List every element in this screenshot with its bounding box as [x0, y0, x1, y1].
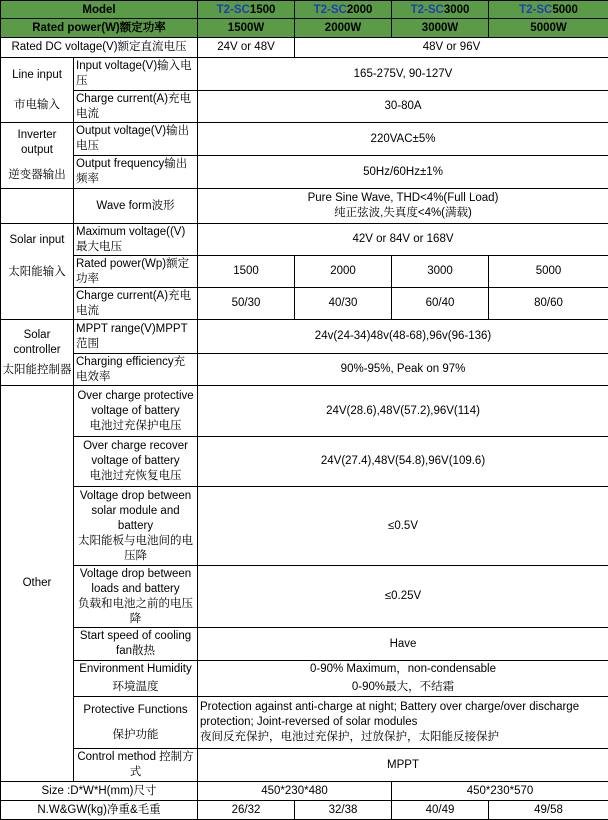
over-charge-protect-label [74, 386, 198, 437]
input-voltage-row [1, 58, 608, 91]
solar-charge-current-2000: 40/30 [295, 288, 392, 320]
input-voltage-value: 165-275V, 90-127V [198, 58, 608, 91]
over-charge-protect-label-cn: 电池过充保护电压 [75, 419, 196, 434]
over-charge-recover-label-cn: 电池过充恢复电压 [75, 469, 196, 484]
solar-charge-current-1500: 50/30 [198, 288, 295, 320]
power-2000: 2000W [295, 19, 392, 38]
rated-dc-value-2: 48V or 96V [295, 38, 608, 58]
model-5000 [489, 1, 608, 19]
inverter-en: Inverter output [2, 128, 72, 158]
cooling-fan-label: Start speed of cooling fan散热 [74, 628, 198, 661]
model-prefix: T2-SC [314, 4, 347, 16]
wave-form-value [198, 189, 608, 224]
mppt-range-label: MPPT range(V)MPPT范围 [74, 320, 198, 354]
charging-efficiency-value: 90%-95%, Peak on 97% [198, 354, 608, 386]
model-prefix: T2-SC [217, 4, 250, 16]
model-2000 [295, 1, 392, 19]
control-method-row [1, 749, 608, 782]
vdrop-solar-row [1, 487, 608, 566]
humidity-label-cn: 环境温度 [75, 680, 196, 695]
max-voltage-label: Maximum voltage((V)最大电压 [74, 224, 198, 256]
humidity-value-en: 0-90% Maximum，non-condensable [199, 662, 607, 677]
humidity-label-en: Environment Humidity [75, 662, 196, 677]
header-model-row [1, 1, 608, 19]
vdrop-load-row [1, 566, 608, 628]
weight-label: N.W&GW(kg)净重&毛重 [1, 801, 198, 820]
protective-functions-label [74, 697, 198, 749]
rated-dc-label: Rated DC voltage(V)额定直流电压 [1, 38, 198, 58]
power-1500: 1500W [198, 19, 295, 38]
charging-efficiency-row [1, 354, 608, 386]
inverter-group [1, 123, 74, 189]
model-label: Model [1, 1, 198, 19]
weight-row [1, 801, 608, 820]
over-charge-protect-row [1, 386, 608, 437]
solar-input-en: Solar input [2, 233, 72, 248]
over-charge-protect-value: 24V(28.6),48V(57.2),96V(114) [198, 386, 608, 437]
model-num: 5000 [552, 4, 578, 16]
rated-dc-row [1, 38, 608, 58]
mppt-range-row [1, 320, 608, 354]
solar-rated-power-2000: 2000 [295, 256, 392, 288]
other-group: Other [1, 386, 74, 782]
solar-charge-current-label: Charge current(A)充电电流 [74, 288, 198, 320]
size-row [1, 782, 608, 801]
weight-3000: 40/49 [392, 801, 489, 820]
wave-form-value-en: Pure Sine Wave, THD<4%(Full Load) [199, 191, 607, 206]
wave-form-value-cn: 纯正弦波,失真度<4%(满载) [199, 206, 607, 221]
line-input-en: Line input [2, 68, 72, 83]
output-frequency-label: Output frequency输出频率 [74, 156, 198, 189]
weight-5000: 49/58 [489, 801, 608, 820]
inverter-cn: 逆变器输出 [2, 168, 72, 183]
model-prefix: T2-SC [519, 4, 552, 16]
cooling-fan-value: Have [198, 628, 608, 661]
size-value-1: 450*230*480 [198, 782, 392, 801]
size-value-2: 450*230*570 [392, 782, 608, 801]
protective-functions-label-en: Protective Functions [75, 703, 196, 718]
solar-controller-en: Solar controller [2, 328, 72, 358]
header-power-row [1, 19, 608, 38]
output-frequency-row [1, 156, 608, 189]
max-voltage-value: 42V or 84V or 168V [198, 224, 608, 256]
solar-input-group [1, 224, 74, 320]
protective-functions-value-cn: 夜间反充保护，电池过充保护，过放保护，太阳能反接保护 [200, 730, 607, 745]
over-charge-recover-label [74, 437, 198, 487]
vdrop-load-label-en: Voltage drop between loads and battery [75, 567, 196, 597]
over-charge-protect-label-en: Over charge protective voltage of battery [75, 389, 196, 419]
solar-rated-power-3000: 3000 [392, 256, 489, 288]
model-prefix: T2-SC [411, 4, 444, 16]
humidity-row [1, 661, 608, 697]
line-charge-current-value: 30-80A [198, 91, 608, 123]
model-3000 [392, 1, 489, 19]
solar-rated-power-row [1, 256, 608, 288]
max-voltage-row [1, 224, 608, 256]
wave-form-label: Wave form波形 [74, 189, 198, 224]
vdrop-solar-value: ≤0.5V [198, 487, 608, 566]
over-charge-recover-value: 24V(27.4),48V(54.8),96V(109.6) [198, 437, 608, 487]
output-voltage-label: Output voltage(V)输出电压 [74, 123, 198, 156]
weight-1500: 26/32 [198, 801, 295, 820]
protective-functions-row [1, 697, 608, 749]
solar-charge-current-3000: 60/40 [392, 288, 489, 320]
rated-dc-value-1: 24V or 48V [198, 38, 295, 58]
weight-2000: 32/38 [295, 801, 392, 820]
protective-functions-value [198, 697, 608, 749]
humidity-label [74, 661, 198, 697]
output-voltage-row [1, 123, 608, 156]
solar-controller-cn: 太阳能控制器 [2, 363, 72, 378]
control-method-value: MPPT [198, 749, 608, 782]
humidity-value-cn: 0-90%最大，不结霜 [199, 680, 607, 695]
input-voltage-label: Input voltage(V)输入电压 [74, 58, 198, 91]
vdrop-load-value: ≤0.25V [198, 566, 608, 628]
solar-input-cn: 太阳能输入 [2, 265, 72, 280]
power-3000: 3000W [392, 19, 489, 38]
vdrop-load-label-cn: 负载和电池之前的电压降 [75, 597, 196, 627]
protective-functions-label-cn: 保护功能 [75, 728, 196, 743]
line-input-cn: 市电输入 [2, 98, 72, 113]
solar-rated-power-1500: 1500 [198, 256, 295, 288]
control-method-label: Control method 控制方式 [74, 749, 198, 782]
line-charge-current-row [1, 91, 608, 123]
mppt-range-value: 24v(24-34)48v(48-68),96v(96-136) [198, 320, 608, 354]
charging-efficiency-label: Charging efficiency充电效率 [74, 354, 198, 386]
solar-rated-power-label: Rated power(Wp)额定功率 [74, 256, 198, 288]
vdrop-solar-label-en: Voltage drop between solar module and battery [75, 489, 196, 534]
line-input-group [1, 58, 74, 123]
empty-cell [1, 189, 74, 224]
solar-rated-power-5000: 5000 [489, 256, 608, 288]
vdrop-load-label [74, 566, 198, 628]
humidity-value [198, 661, 608, 697]
solar-charge-current-5000: 80/60 [489, 288, 608, 320]
cooling-fan-row [1, 628, 608, 661]
vdrop-solar-label [74, 487, 198, 566]
over-charge-recover-row [1, 437, 608, 487]
protective-functions-value-en: Protection against anti-charge at night; Battery over charge/over discharge protection; Joint-reversed of solar modules [200, 700, 607, 730]
model-num: 2000 [347, 4, 373, 16]
solar-controller-group [1, 320, 74, 386]
rated-power-label: Rated power(W)额定功率 [1, 19, 198, 38]
power-5000: 5000W [489, 19, 608, 38]
output-frequency-value: 50Hz/60Hz±1% [198, 156, 608, 189]
model-num: 1500 [250, 4, 276, 16]
vdrop-solar-label-cn: 太阳能板与电池间的电压降 [75, 534, 196, 564]
solar-charge-current-row [1, 288, 608, 320]
wave-form-row [1, 189, 608, 224]
over-charge-recover-label-en: Over charge recover voltage of battery [75, 439, 196, 469]
model-1500 [198, 1, 295, 19]
model-num: 3000 [444, 4, 470, 16]
size-label: Size :D*W*H(mm)尺寸 [1, 782, 198, 801]
line-charge-current-label: Charge current(A)充电电流 [74, 91, 198, 123]
output-voltage-value: 220VAC±5% [198, 123, 608, 156]
